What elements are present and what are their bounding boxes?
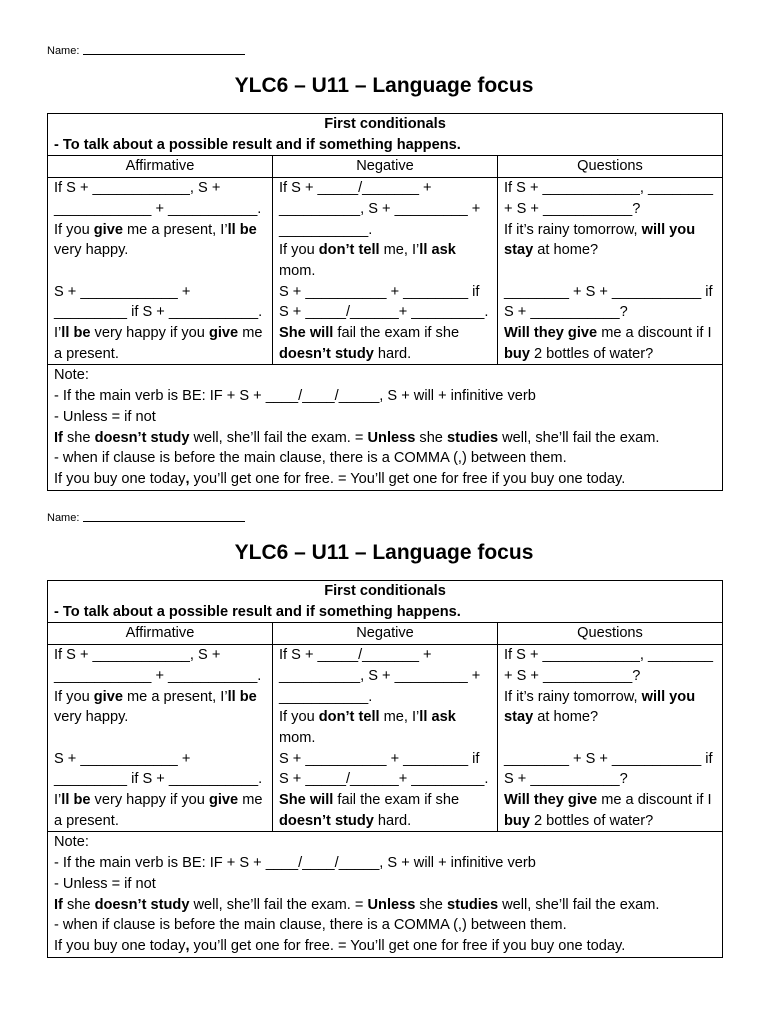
formula-line: S + ____________ +	[54, 750, 191, 767]
formula-line: _________ if S + ___________.	[54, 304, 263, 321]
formula-line: ___________.	[279, 221, 373, 238]
formula-line: __________, S + _________ +	[279, 200, 481, 217]
note-example: If she doesn’t study well, she’ll fail the exam. = Unless she studies well, she’ll fail the exam.	[54, 429, 660, 446]
note-line: - If the main verb is BE: IF + S + ____/____/_____, S + will + infinitive verb	[54, 388, 536, 405]
name-blank[interactable]	[83, 511, 245, 522]
formula-line: S + ____________ +	[54, 283, 191, 300]
notes-heading: Note:	[54, 367, 89, 384]
affirmative-cell	[48, 645, 273, 832]
note-line: - Unless = if not	[54, 875, 156, 892]
grammar-table	[47, 580, 723, 958]
example-sentence: If you give me a present, I’ll be very happy.	[54, 221, 257, 259]
example-sentence: She will fail the exam if she doesn’t study hard.	[279, 792, 460, 829]
negative-cell	[273, 645, 498, 832]
col-header-questions: Questions	[498, 623, 723, 645]
example-sentence: If you don’t tell me, I’ll ask mom.	[279, 709, 456, 746]
formula-line: __________, S + _________ +	[279, 667, 481, 684]
note-line: - when if clause is before the main clause, there is a COMMA (,) between them.	[54, 917, 567, 934]
name-label: Name:	[47, 45, 80, 57]
header-subtitle: - To talk about a possible result and if something happens.	[54, 136, 461, 153]
questions-cell	[498, 645, 723, 832]
grammar-table	[47, 113, 723, 491]
formula-line: S + __________ + ________ if	[279, 750, 480, 767]
page-title: YLC6 – U11 – Language focus	[234, 541, 534, 564]
affirmative-cell	[48, 178, 273, 365]
example-sentence: If it’s rainy tomorrow, will you stay at home?	[504, 221, 696, 259]
col-header-negative: Negative	[273, 156, 498, 178]
example-sentence: Will they give me a discount if I buy 2 bottles of water?	[504, 792, 712, 829]
negative-cell	[273, 178, 498, 365]
col-header-questions: Questions	[498, 156, 723, 178]
table-header	[48, 114, 723, 156]
formula-line: If S + ____________, S +	[54, 180, 221, 197]
formula-line: + S + ___________?	[504, 200, 641, 217]
formula-line: ____________ + ___________.	[54, 667, 262, 684]
formula-line: If S + ____________, ________	[504, 647, 713, 664]
example-sentence: If it’s rainy tomorrow, will you stay at home?	[504, 688, 696, 726]
note-example: If you buy one today, you’ll get one for free. = You’ll get one for free if you buy one today.	[54, 470, 626, 487]
formula-line: If S + ____________, S +	[54, 647, 221, 664]
notes-heading: Note:	[54, 834, 89, 851]
formula-line: If S + _____/_______ +	[279, 180, 432, 197]
note-example: If you buy one today, you’ll get one for free. = You’ll get one for free if you buy one today.	[54, 937, 626, 954]
formula-line: S + __________ + ________ if	[279, 283, 480, 300]
example-sentence: She will fail the exam if she doesn’t study hard.	[279, 325, 460, 362]
notes-cell	[48, 832, 723, 957]
formula-line: If S + _____/_______ +	[279, 647, 432, 664]
note-example: If she doesn’t study well, she’ll fail the exam. = Unless she studies well, she’ll fail the exam.	[54, 896, 660, 913]
name-label: Name:	[47, 512, 80, 524]
header-subtitle: - To talk about a possible result and if something happens.	[54, 603, 461, 620]
header-title: First conditionals	[324, 583, 446, 599]
note-line: - when if clause is before the main clause, there is a COMMA (,) between them.	[54, 450, 567, 467]
formula-line: S + _____/______+ _________.	[279, 771, 489, 788]
note-line: - Unless = if not	[54, 408, 156, 425]
col-header-affirmative: Affirmative	[48, 623, 273, 645]
formula-line: S + _____/______+ _________.	[279, 304, 489, 321]
formula-line: If S + ____________, ________	[504, 180, 713, 197]
formula-line: ________ + S + ___________ if	[504, 750, 713, 767]
example-sentence: If you give me a present, I’ll be very happy.	[54, 688, 257, 726]
worksheet-2	[0, 507, 768, 977]
name-line	[47, 44, 245, 58]
header-title: First conditionals	[324, 116, 446, 132]
formula-line: S + ___________?	[504, 771, 628, 788]
questions-cell	[498, 178, 723, 365]
example-sentence: I’ll be very happy if you give me a present.	[54, 792, 263, 829]
formula-line: ________ + S + ___________ if	[504, 283, 713, 300]
formula-line: + S + ___________?	[504, 667, 641, 684]
name-blank[interactable]	[83, 44, 245, 55]
notes-cell	[48, 365, 723, 490]
formula-line: ____________ + ___________.	[54, 200, 262, 217]
worksheet-1	[0, 40, 768, 510]
page-title: YLC6 – U11 – Language focus	[234, 74, 534, 97]
example-sentence: I’ll be very happy if you give me a present.	[54, 325, 263, 362]
formula-line: S + ___________?	[504, 304, 628, 321]
example-sentence: Will they give me a discount if I buy 2 bottles of water?	[504, 325, 712, 362]
formula-line: _________ if S + ___________.	[54, 771, 263, 788]
name-line	[47, 511, 245, 525]
col-header-negative: Negative	[273, 623, 498, 645]
example-sentence: If you don’t tell me, I’ll ask mom.	[279, 242, 456, 279]
note-line: - If the main verb is BE: IF + S + ____/____/_____, S + will + infinitive verb	[54, 855, 536, 872]
table-header	[48, 581, 723, 623]
col-header-affirmative: Affirmative	[48, 156, 273, 178]
formula-line: ___________.	[279, 688, 373, 705]
